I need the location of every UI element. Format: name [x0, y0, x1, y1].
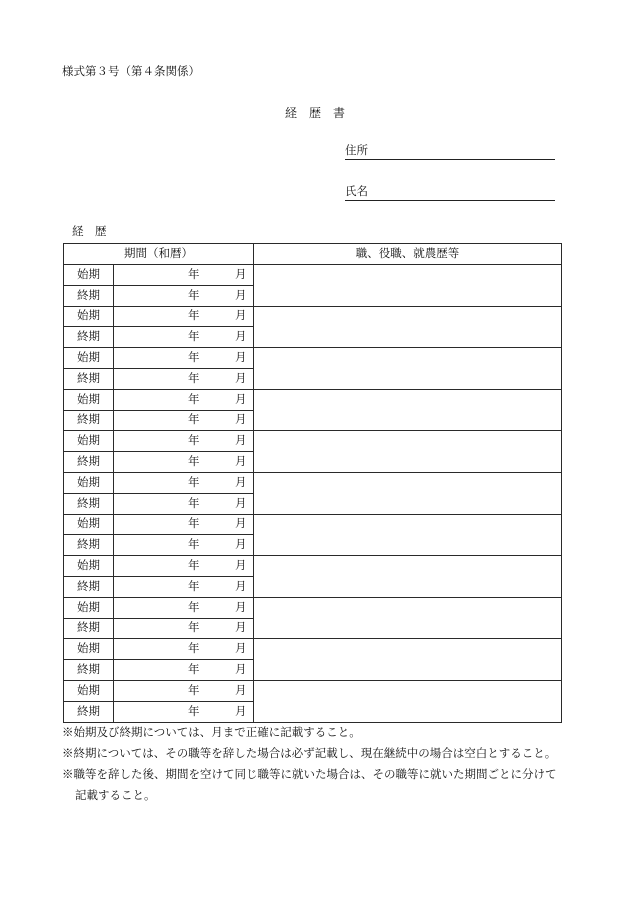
period-start-row: [64, 389, 562, 410]
start-date-cell: [114, 265, 254, 286]
end-date-cell: [114, 368, 254, 389]
end-date-cell: [114, 493, 254, 514]
start-label: 始期: [64, 348, 114, 369]
year-unit: 年: [188, 622, 200, 635]
table-header-row: [64, 244, 562, 265]
year-unit: 年: [188, 393, 200, 406]
name-field: [345, 184, 555, 201]
year-unit: 年: [188, 331, 200, 344]
month-unit: 月: [235, 310, 247, 323]
year-unit: 年: [188, 601, 200, 614]
month-unit: 月: [235, 414, 247, 427]
start-date-cell: [114, 348, 254, 369]
end-label: 終期: [64, 535, 114, 556]
career-cell: [254, 431, 562, 473]
month-unit: 月: [235, 518, 247, 531]
career-cell: [254, 306, 562, 348]
career-cell: [254, 265, 562, 307]
month-unit: 月: [235, 456, 247, 469]
start-label: 始期: [64, 265, 114, 286]
period-start-row: [64, 680, 562, 701]
career-cell: [254, 389, 562, 431]
career-cell: [254, 348, 562, 390]
month-unit: 月: [235, 705, 247, 718]
month-unit: 月: [235, 684, 247, 697]
year-unit: 年: [188, 310, 200, 323]
end-label: 終期: [64, 327, 114, 348]
year-unit: 年: [188, 643, 200, 656]
start-label: 始期: [64, 556, 114, 577]
start-label: 始期: [64, 472, 114, 493]
year-unit: 年: [188, 580, 200, 593]
month-unit: 月: [235, 393, 247, 406]
start-date-cell: [114, 680, 254, 701]
period-start-row: [64, 639, 562, 660]
note-3: [62, 765, 582, 807]
note-1: [62, 723, 582, 744]
period-start-row: [64, 348, 562, 369]
year-unit: 年: [188, 289, 200, 302]
end-label: 終期: [64, 285, 114, 306]
end-label: 終期: [64, 660, 114, 681]
end-label: 終期: [64, 701, 114, 722]
period-start-row: [64, 472, 562, 493]
year-unit: 年: [188, 352, 200, 365]
start-date-cell: [114, 431, 254, 452]
period-start-row: [64, 597, 562, 618]
end-date-cell: [114, 576, 254, 597]
year-unit: 年: [188, 518, 200, 531]
year-unit: 年: [188, 497, 200, 510]
period-start-row: [64, 265, 562, 286]
career-table-body: [64, 265, 562, 723]
year-unit: 年: [188, 372, 200, 385]
start-date-cell: [114, 306, 254, 327]
period-start-row: [64, 306, 562, 327]
month-unit: 月: [235, 622, 247, 635]
address-field: [345, 143, 555, 160]
career-cell: [254, 472, 562, 514]
career-cell: [254, 514, 562, 556]
notes: [62, 723, 582, 807]
career-table: [63, 243, 562, 723]
month-unit: 月: [235, 331, 247, 344]
start-date-cell: [114, 472, 254, 493]
period-start-row: [64, 556, 562, 577]
note-line: ※終期については、その職等を辞した場合は必ず記載し、現在継続中の場合は空白とすること。: [62, 748, 557, 760]
career-cell: [254, 556, 562, 598]
start-label: 始期: [64, 389, 114, 410]
career-cell: [254, 639, 562, 681]
start-date-cell: [114, 514, 254, 535]
end-date-cell: [114, 618, 254, 639]
end-label: 終期: [64, 618, 114, 639]
career-cell: [254, 680, 562, 722]
end-label: 終期: [64, 452, 114, 473]
year-unit: 年: [188, 539, 200, 552]
end-date-cell: [114, 327, 254, 348]
year-unit: 年: [188, 476, 200, 489]
start-label: 始期: [64, 431, 114, 452]
month-unit: 月: [235, 539, 247, 552]
document-title: 経 歴 書: [284, 106, 345, 120]
start-label: 始期: [64, 680, 114, 701]
month-unit: 月: [235, 435, 247, 448]
year-unit: 年: [188, 435, 200, 448]
end-date-cell: [114, 701, 254, 722]
year-unit: 年: [188, 456, 200, 469]
end-label: 終期: [64, 576, 114, 597]
end-label: 終期: [64, 410, 114, 431]
start-label: 始期: [64, 639, 114, 660]
start-label: 始期: [64, 597, 114, 618]
period-start-row: [64, 514, 562, 535]
note-line: ※職等を辞した後、期間を空けて同じ職等に就いた場合は、その職等に就いた期間ごとに分けて: [62, 769, 557, 781]
month-unit: 月: [235, 476, 247, 489]
period-header: 期間（和暦）: [64, 244, 254, 265]
month-unit: 月: [235, 497, 247, 510]
month-unit: 月: [235, 268, 247, 281]
start-date-cell: [114, 389, 254, 410]
year-unit: 年: [188, 664, 200, 677]
start-label: 始期: [64, 306, 114, 327]
end-label: 終期: [64, 493, 114, 514]
name-label: 氏名: [345, 186, 368, 198]
year-unit: 年: [188, 560, 200, 573]
start-date-cell: [114, 556, 254, 577]
start-date-cell: [114, 639, 254, 660]
start-label: 始期: [64, 514, 114, 535]
end-date-cell: [114, 410, 254, 431]
section-label: 経 歴: [72, 226, 107, 238]
end-date-cell: [114, 660, 254, 681]
end-date-cell: [114, 535, 254, 556]
note-line-continuation: 記載すること。: [75, 790, 156, 802]
month-unit: 月: [235, 601, 247, 614]
year-unit: 年: [188, 684, 200, 697]
year-unit: 年: [188, 705, 200, 718]
month-unit: 月: [235, 580, 247, 593]
period-start-row: [64, 431, 562, 452]
month-unit: 月: [235, 352, 247, 365]
address-label: 住所: [345, 145, 368, 157]
end-label: 終期: [64, 368, 114, 389]
career-cell: [254, 597, 562, 639]
note-2: [62, 744, 582, 765]
end-date-cell: [114, 285, 254, 306]
form-number: 様式第３号（第４条関係）: [62, 66, 200, 78]
year-unit: 年: [188, 414, 200, 427]
month-unit: 月: [235, 560, 247, 573]
end-date-cell: [114, 452, 254, 473]
note-line: ※始期及び終期については、月まで正確に記載すること。: [62, 727, 361, 739]
year-unit: 年: [188, 268, 200, 281]
start-date-cell: [114, 597, 254, 618]
career-header: 職、役職、就農歴等: [254, 244, 562, 265]
month-unit: 月: [235, 372, 247, 385]
month-unit: 月: [235, 289, 247, 302]
month-unit: 月: [235, 643, 247, 656]
month-unit: 月: [235, 664, 247, 677]
